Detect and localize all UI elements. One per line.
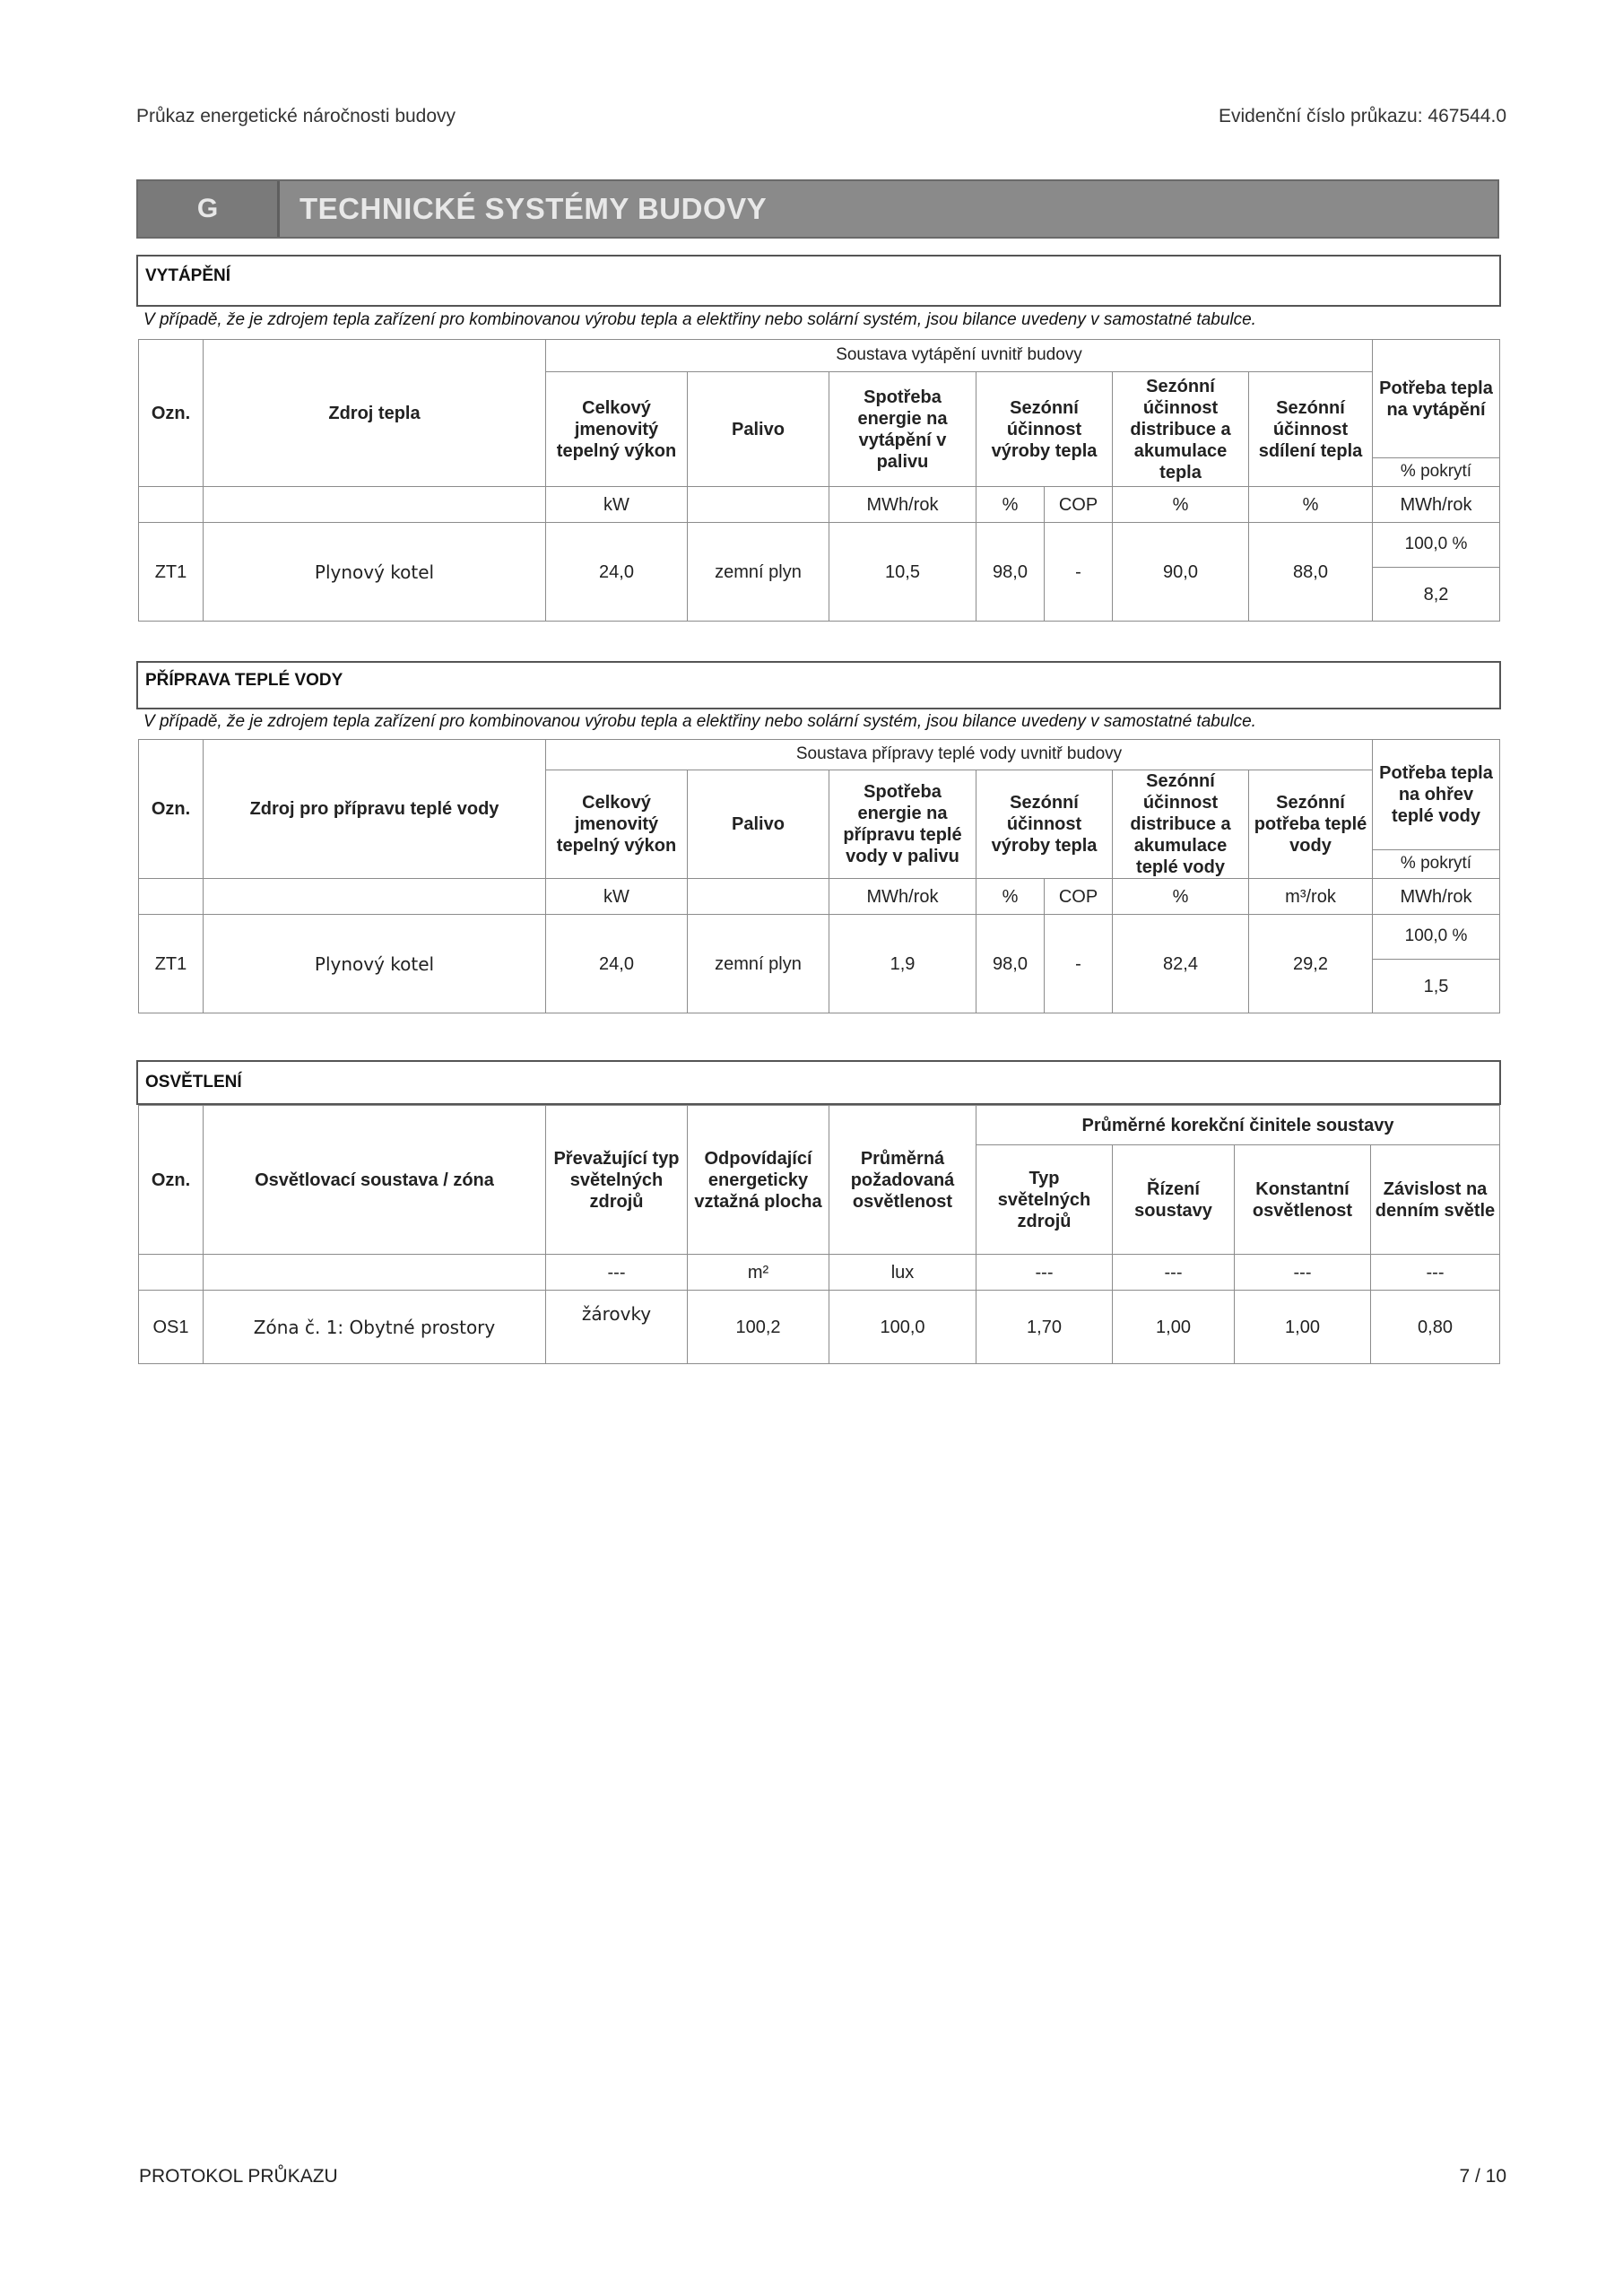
col-power: Celkový jmenovitý tepelný výkon xyxy=(546,770,688,879)
row-f-daylight: 0,80 xyxy=(1371,1291,1500,1364)
unit-eff: % xyxy=(976,487,1045,523)
unit-area: m² xyxy=(688,1255,829,1291)
document-title: Průkaz energetické náročnosti budovy xyxy=(136,106,456,126)
row-need: 1,5 xyxy=(1373,960,1500,1013)
col-consumption: Spotřeba energie na vytápění v palivu xyxy=(829,372,976,487)
footer-protocol: PROTOKOL PRŮKAZU xyxy=(139,2166,338,2187)
hot-water-title: PŘÍPRAVA TEPLÉ VODY xyxy=(145,671,343,690)
row-lux: 100,0 xyxy=(829,1291,976,1364)
unit-consumption: MWh/rok xyxy=(829,879,976,915)
col-ozn: Ozn. xyxy=(139,340,204,487)
hot-water-section-header xyxy=(136,661,1501,709)
page-number: 7 / 10 xyxy=(1459,2166,1506,2187)
unit-dist: % xyxy=(1113,879,1249,915)
section-title: TECHNICKÉ SYSTÉMY BUDOVY xyxy=(299,192,768,225)
unit-cop: COP xyxy=(1045,879,1113,915)
col-need: Potřeba tepla na ohřev teplé vody xyxy=(1373,740,1500,850)
unit-lux: lux xyxy=(829,1255,976,1291)
unit-type: --- xyxy=(546,1255,688,1291)
col-f-control: Řízení soustavy xyxy=(1113,1145,1235,1255)
col-cover: % pokrytí xyxy=(1373,849,1500,878)
row-ozn: OS1 xyxy=(139,1291,204,1364)
row-f-type: 1,70 xyxy=(976,1291,1113,1364)
col-fuel: Palivo xyxy=(688,770,829,879)
row-dist: 90,0 xyxy=(1113,523,1249,622)
row-cop: - xyxy=(1045,915,1113,1013)
row-eff: 98,0 xyxy=(976,523,1045,622)
row-dist: 82,4 xyxy=(1113,915,1249,1013)
section-banner xyxy=(136,179,1499,239)
heating-note: V případě, že je zdrojem tepla zařízení pro kombinovanou výrobu tepla a elektřiny nebo solární systém, jsou bilance uvedeny v samostatné tabulce. xyxy=(143,310,1256,329)
col-consumption: Spotřeba energie na přípravu teplé vody v palivu xyxy=(829,770,976,879)
col-need: Potřeba tepla na vytápění xyxy=(1373,340,1500,458)
row-system: Zóna č. 1: Obytné prostory xyxy=(204,1291,546,1364)
row-need: 8,2 xyxy=(1373,568,1500,622)
row-ozn: ZT1 xyxy=(139,523,204,622)
row-share: 88,0 xyxy=(1249,523,1373,622)
unit-need: MWh/rok xyxy=(1373,487,1500,523)
hot-water-table xyxy=(138,739,1500,1013)
col-cover: % pokrytí xyxy=(1373,458,1500,487)
row-cover: 100,0 % xyxy=(1373,915,1500,960)
group-header: Soustava vytápění uvnitř budovy xyxy=(546,340,1373,372)
unit-dist: % xyxy=(1113,487,1249,523)
col-type: Převažující typ světelných zdrojů xyxy=(546,1106,688,1255)
lighting-table xyxy=(138,1105,1500,1364)
row-consumption: 10,5 xyxy=(829,523,976,622)
unit-water: m³/rok xyxy=(1249,879,1373,915)
row-area: 100,2 xyxy=(688,1291,829,1364)
row-f-control: 1,00 xyxy=(1113,1291,1235,1364)
col-system: Osvětlovací soustava / zóna xyxy=(204,1106,546,1255)
row-consumption: 1,9 xyxy=(829,915,976,1013)
lighting-title: OSVĚTLENÍ xyxy=(145,1073,242,1091)
row-power: 24,0 xyxy=(546,523,688,622)
col-eff-dist: Sezónní účinnost distribuce a akumulace tepla xyxy=(1113,372,1249,487)
col-source: Zdroj pro přípravu teplé vody xyxy=(204,740,546,879)
unit-share: % xyxy=(1249,487,1373,523)
col-fuel: Palivo xyxy=(688,372,829,487)
col-ozn: Ozn. xyxy=(139,740,204,879)
unit-eff: % xyxy=(976,879,1045,915)
row-cop: - xyxy=(1045,523,1113,622)
unit-f-type: --- xyxy=(976,1255,1113,1291)
col-area: Odpovídající energeticky vztažná plocha xyxy=(688,1106,829,1255)
col-source: Zdroj tepla xyxy=(204,340,546,487)
heating-section-header xyxy=(136,255,1501,307)
section-letter: G xyxy=(138,181,280,237)
row-f-const: 1,00 xyxy=(1235,1291,1371,1364)
row-fuel: zemní plyn xyxy=(688,915,829,1013)
unit-need: MWh/rok xyxy=(1373,879,1500,915)
heating-title: VYTÁPĚNÍ xyxy=(145,266,231,285)
row-water: 29,2 xyxy=(1249,915,1373,1013)
group-header: Soustava přípravy teplé vody uvnitř budovy xyxy=(546,740,1373,770)
col-f-const: Konstantní osvětlenost xyxy=(1235,1145,1371,1255)
unit-consumption: MWh/rok xyxy=(829,487,976,523)
col-eff-prod: Sezónní účinnost výroby tepla xyxy=(976,372,1113,487)
row-power: 24,0 xyxy=(546,915,688,1013)
row-fuel: zemní plyn xyxy=(688,523,829,622)
group-header: Průměrné korekční činitele soustavy xyxy=(976,1106,1500,1145)
col-eff-share: Sezónní účinnost sdílení tepla xyxy=(1249,372,1373,487)
col-eff-prod: Sezónní účinnost výroby tepla xyxy=(976,770,1113,879)
col-power: Celkový jmenovitý tepelný výkon xyxy=(546,372,688,487)
col-lux: Průměrná požadovaná osvětlenost xyxy=(829,1106,976,1255)
row-cover: 100,0 % xyxy=(1373,523,1500,568)
row-source: Plynový kotel xyxy=(204,915,546,1013)
hot-water-note: V případě, že je zdrojem tepla zařízení pro kombinovanou výrobu tepla a elektřiny nebo solární systém, jsou bilance uvedeny v samostatné tabulce. xyxy=(143,712,1256,731)
evidence-number: Evidenční číslo průkazu: 467544.0 xyxy=(1218,106,1506,126)
col-need-water: Sezónní potřeba teplé vody xyxy=(1249,770,1373,879)
unit-power: kW xyxy=(546,487,688,523)
row-type: žárovky xyxy=(546,1291,688,1364)
col-f-type: Typ světelných zdrojů xyxy=(976,1145,1113,1255)
row-ozn: ZT1 xyxy=(139,915,204,1013)
unit-f-control: --- xyxy=(1113,1255,1235,1291)
row-source: Plynový kotel xyxy=(204,523,546,622)
col-f-daylight: Závislost na denním světle xyxy=(1371,1145,1500,1255)
heating-table xyxy=(138,339,1500,622)
unit-power: kW xyxy=(546,879,688,915)
unit-cop: COP xyxy=(1045,487,1113,523)
unit-f-const: --- xyxy=(1235,1255,1371,1291)
unit-f-daylight: --- xyxy=(1371,1255,1500,1291)
col-eff-dist: Sezónní účinnost distribuce a akumulace teplé vody xyxy=(1113,770,1249,879)
col-ozn: Ozn. xyxy=(139,1106,204,1255)
row-eff: 98,0 xyxy=(976,915,1045,1013)
lighting-section-header xyxy=(136,1060,1501,1105)
